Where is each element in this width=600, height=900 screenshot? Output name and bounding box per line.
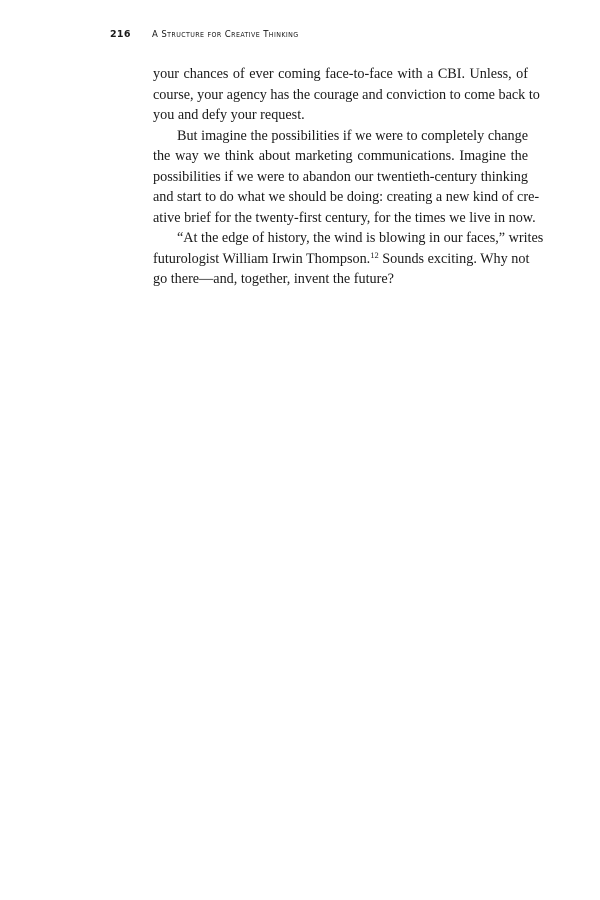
text-line: ative brief for the twenty-first century, for the times we live in now. [153, 209, 536, 226]
text-line [153, 249, 528, 270]
text-line: possibilities if we were to abandon our twentieth-century thinking [153, 168, 528, 185]
page-header [110, 28, 530, 42]
body-text [153, 64, 544, 290]
text-fragment: futurologist William Irwin Thompson. [153, 250, 371, 267]
text-line: “At the edge of history, the wind is blowing in our faces,” writes [177, 230, 544, 246]
footnote-reference[interactable]: 12 [370, 249, 379, 260]
page-number: 216 [110, 29, 131, 40]
running-head: A Structure for Creative Thinking [152, 29, 299, 40]
text-fragment: Sounds exciting. Why not [378, 250, 530, 267]
text-line: go there—and, together, invent the future? [153, 271, 394, 287]
text-line: you and defy your request. [153, 107, 305, 123]
text-line: and start to do what we should be doing: creating a new kind of cre- [153, 189, 540, 205]
text-line: But imagine the possibilities if we were to completely change [177, 127, 528, 144]
paragraph-1 [153, 64, 540, 126]
paragraph-3 [153, 228, 544, 290]
text-line: the way we think about marketing communications. Imagine the [153, 148, 528, 164]
paragraph-2 [153, 126, 540, 229]
text-line: course, your agency has the courage and conviction to come back to [153, 86, 540, 103]
text-line: your chances of ever coming face-to-face with a CBI. Unless, of [153, 66, 528, 82]
